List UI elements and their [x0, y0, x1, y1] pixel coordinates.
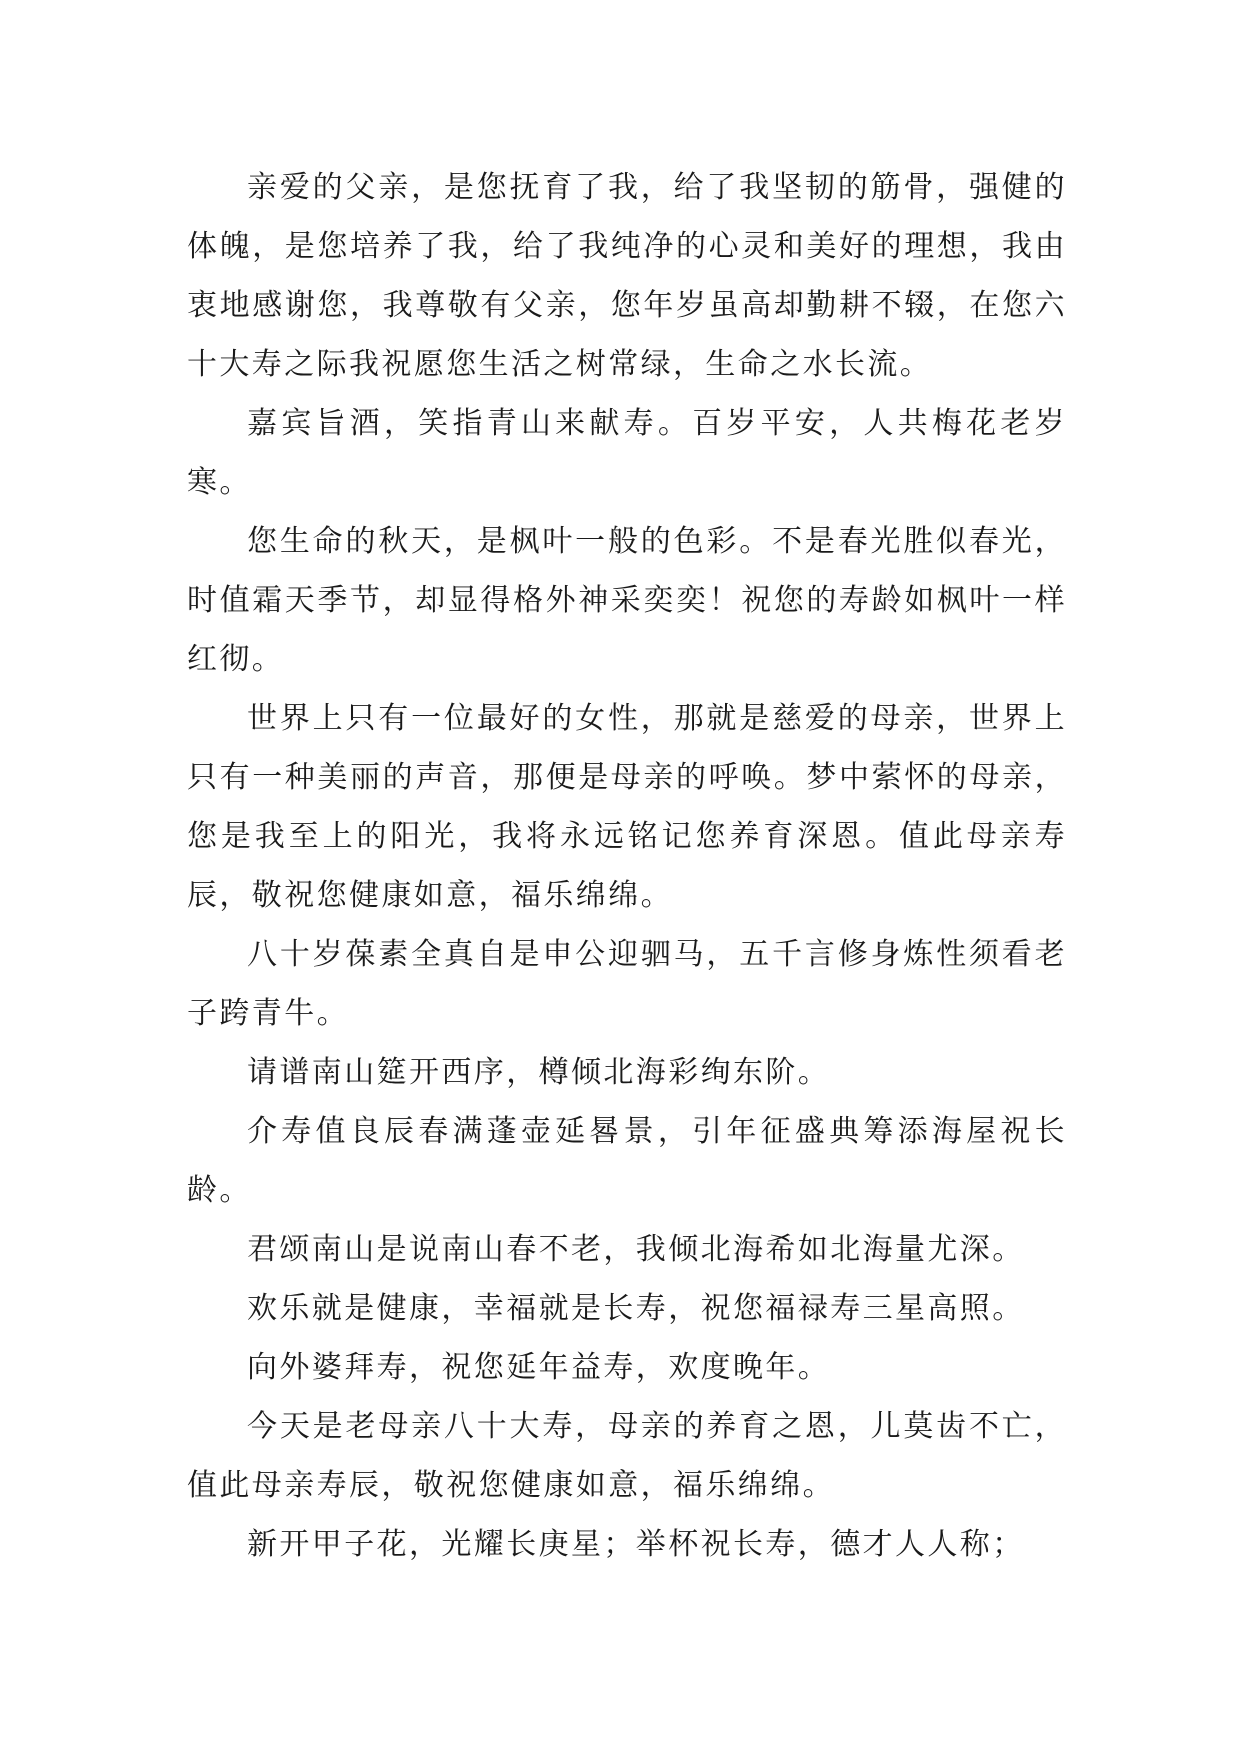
- document-page: [187, 158, 1067, 1574]
- paragraph: 您生命的秋天，是枫叶一般的色彩。不是春光胜似春光，时值霜天季节，却显得格外神采奕奕！祝您的寿龄如枫叶一样红彻。: [187, 524, 1067, 677]
- paragraph: 向外婆拜寿，祝您延年益寿，欢度晚年。: [247, 1350, 831, 1385]
- paragraph: 欢乐就是健康，幸福就是长寿，祝您福禄寿三星高照。: [247, 1291, 1025, 1326]
- paragraph: 介寿值良辰春满蓬壶延晷景，引年征盛典筹添海屋祝长龄。: [187, 1114, 1067, 1208]
- paragraph: 亲爱的父亲，是您抚育了我，给了我坚韧的筋骨，强健的体魄，是您培养了我，给了我纯净的心灵和美好的理想，我由衷地感谢您，我尊敬有父亲，您年岁虽高却勤耕不辍，在您六十大寿之际我祝愿您生活之树常绿，生命之水长流。: [187, 170, 1067, 382]
- paragraph: 请谱南山筵开西序，樽倾北海彩绚东阶。: [247, 1055, 831, 1090]
- paragraph: 嘉宾旨酒，笑指青山来献寿。百岁平安，人共梅花老岁寒。: [187, 406, 1067, 500]
- paragraph: 世界上只有一位最好的女性，那就是慈爱的母亲，世界上只有一种美丽的声音，那便是母亲的呼唤。梦中萦怀的母亲，您是我至上的阳光，我将永远铭记您养育深恩。值此母亲寿辰，敬祝您健康如意，福乐绵绵。: [187, 701, 1067, 913]
- paragraph: 新开甲子花，光耀长庚星；举杯祝长寿，德才人人称；: [247, 1527, 1025, 1562]
- paragraph: 八十岁葆素全真自是申公迎驷马，五千言修身炼性须看老子跨青牛。: [187, 937, 1067, 1031]
- paragraph: 君颂南山是说南山春不老，我倾北海希如北海量尤深。: [247, 1232, 1025, 1267]
- paragraph: 今天是老母亲八十大寿，母亲的养育之恩，儿莫齿不亡，值此母亲寿辰，敬祝您健康如意，福乐绵绵。: [187, 1409, 1067, 1503]
